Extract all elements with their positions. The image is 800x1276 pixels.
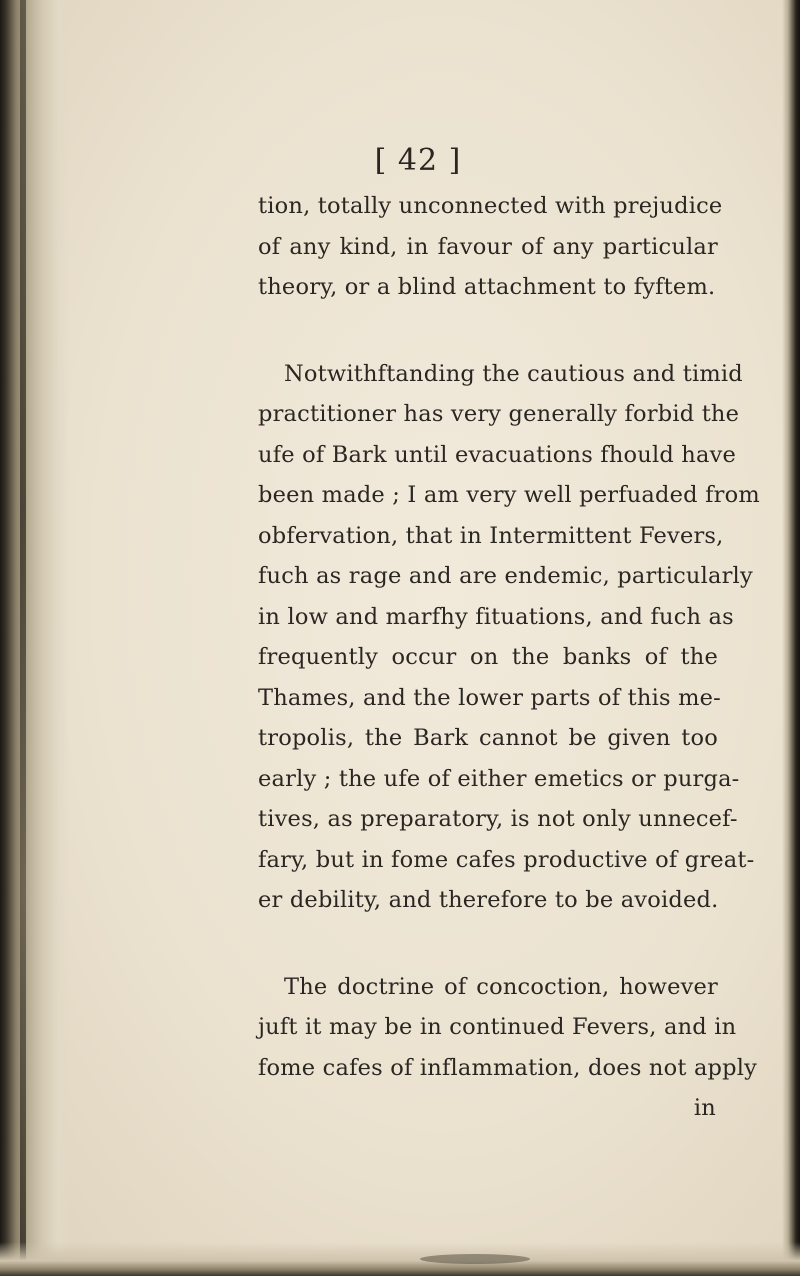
text-line: Thames, and the lower parts of this me- [258, 684, 721, 711]
text-line: juft it may be in continued Fevers, and in [258, 1014, 737, 1040]
paragraph-gap [258, 921, 718, 967]
text-line: tropolis, the Bark cannot be given too [258, 725, 718, 751]
page-bottom-edge [0, 1242, 800, 1276]
catchword: in [693, 1095, 716, 1121]
body-text [258, 186, 760, 1129]
text-line: early ; the ufe of either emetics or purga- [258, 765, 740, 792]
text-line: Notwithftanding the cautious and timid [284, 360, 743, 387]
text-line: practitioner has very generally forbid the [258, 401, 740, 427]
text-line: fuch as rage and are endemic, particularly [258, 563, 753, 589]
text-line: tives, as preparatory, is not only unnecef- [258, 806, 738, 832]
page-number-header: [ 42 ] [374, 143, 462, 178]
binding-stripe [20, 0, 26, 1276]
text-line: theory, or a blind attachment to fyftem. [258, 274, 716, 300]
text-line: been made ; I am very well perfuaded from [258, 482, 760, 508]
text-line: ufe of Bark until evacuations fhould have [258, 441, 737, 468]
text-line: of any kind, in favour of any particular [258, 233, 718, 260]
paragraph-1 [258, 186, 723, 308]
paragraph-2 [258, 354, 760, 921]
text-line: fome cafes of inflammation, does not apply [258, 1054, 758, 1081]
text-line: fary, but in fome cafes productive of great- [258, 846, 755, 873]
ink-smudge [420, 1254, 530, 1264]
binding-edge [0, 0, 70, 1276]
text-line: tion, totally unconnected with prejudice [258, 193, 723, 219]
text-line: obfervation, that in Intermittent Fevers, [258, 522, 724, 549]
text-line: er debility, and therefore to be avoided. [258, 887, 719, 913]
paragraph-3 [258, 967, 758, 1129]
paragraph-gap [258, 308, 718, 354]
text-line: in low and marfhy fituations, and fuch as [258, 603, 734, 630]
text-line: frequently occur on the banks of the [258, 644, 718, 670]
page-right-edge [782, 0, 800, 1276]
text-line: The doctrine of concoction, however [284, 973, 718, 1000]
